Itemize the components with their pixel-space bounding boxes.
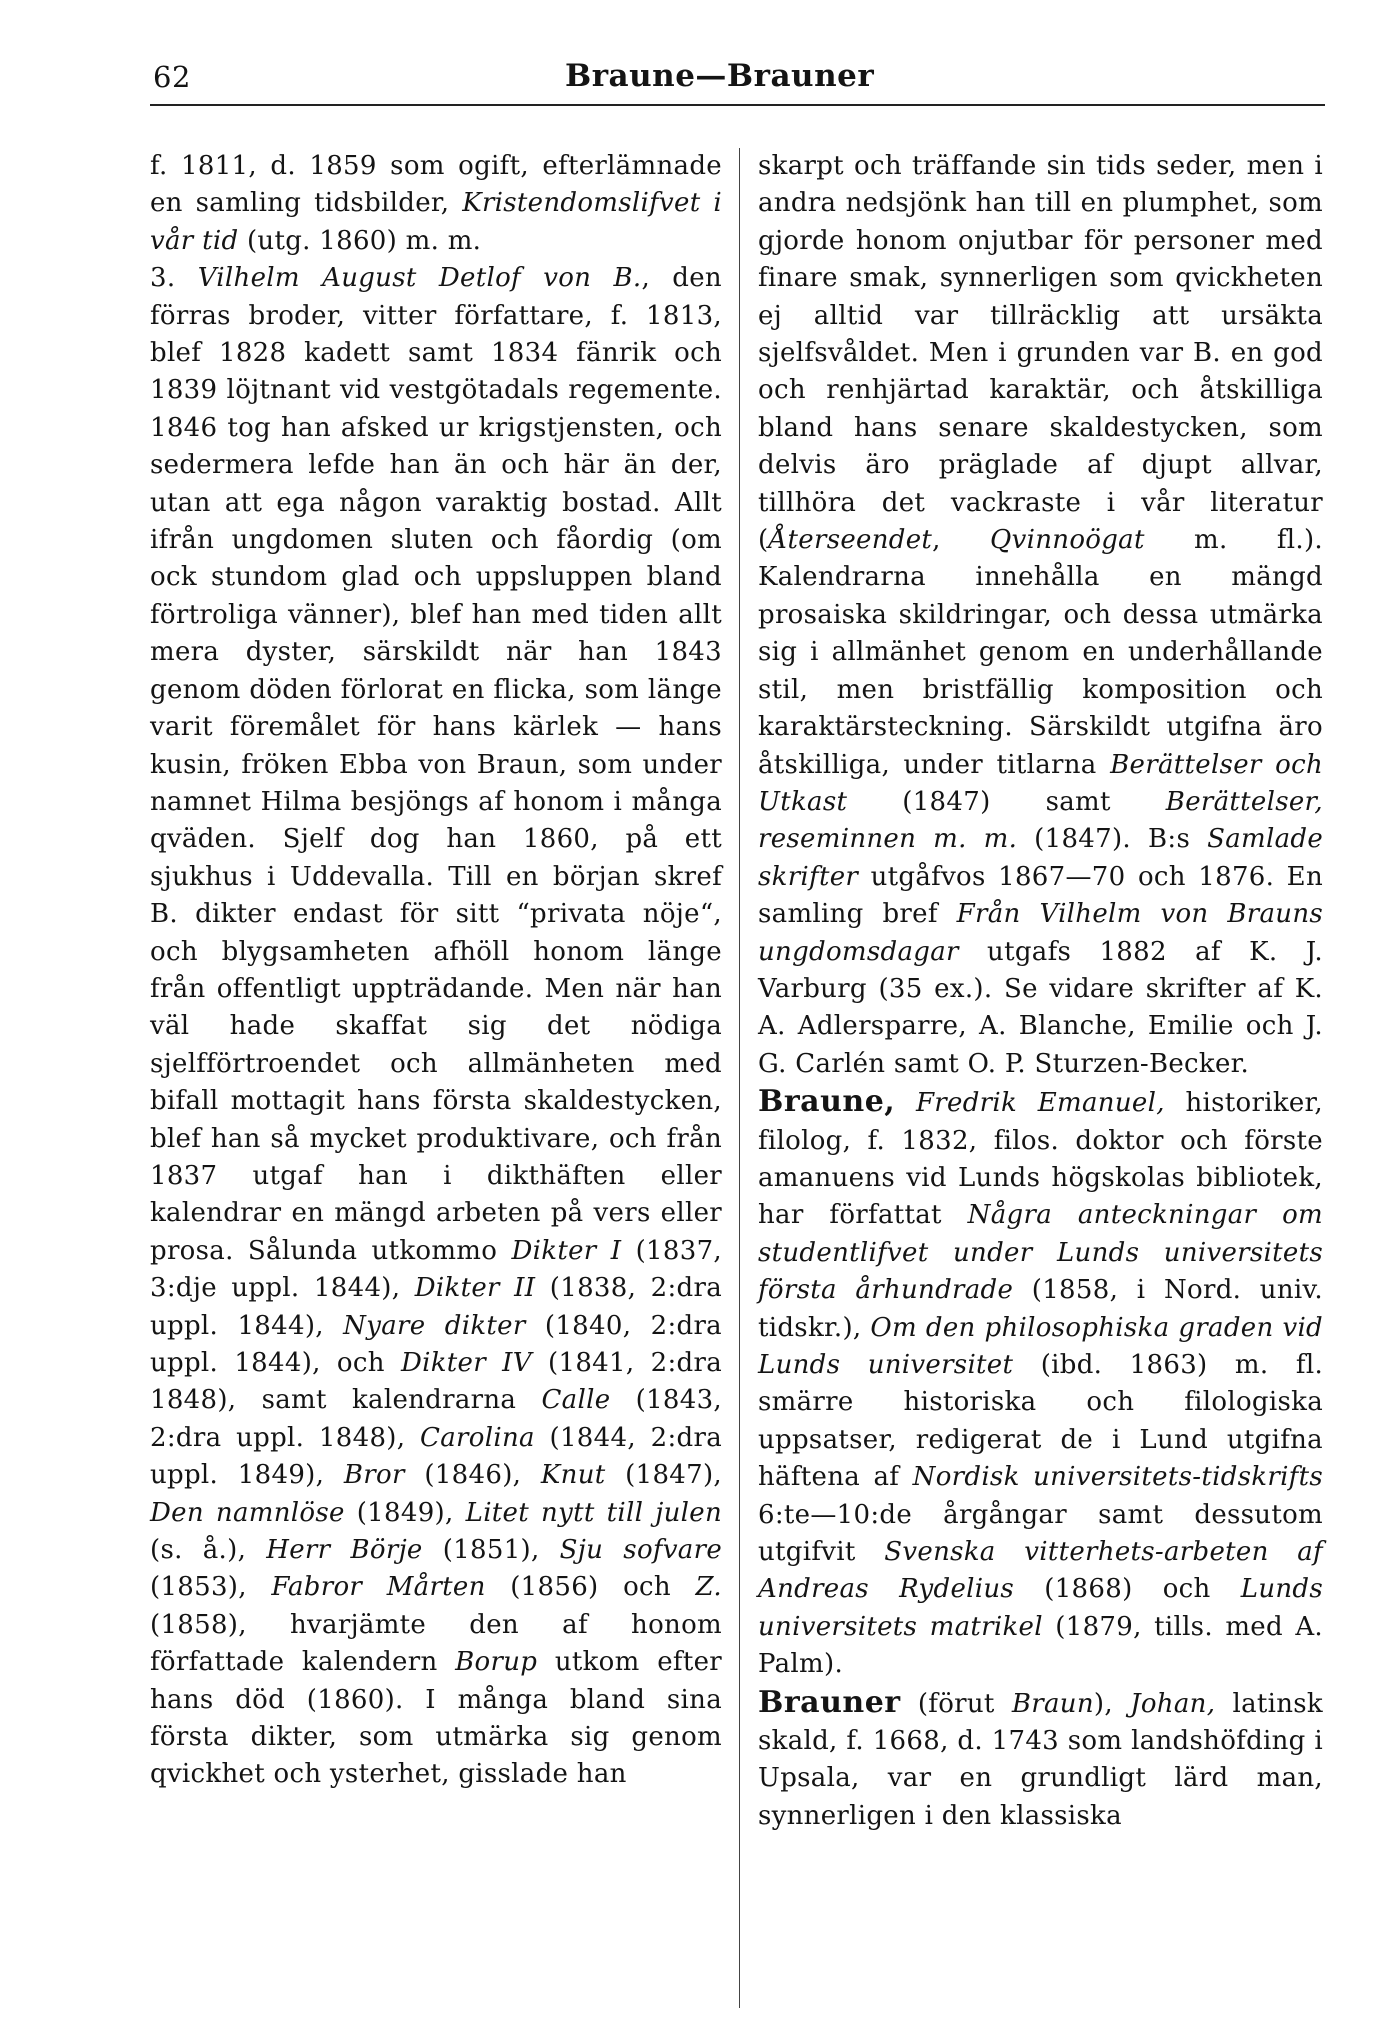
work-title: Kristendomslifvet i vår tid — [150, 188, 722, 256]
work-title: Knut — [540, 1460, 606, 1491]
entry-continuation — [150, 148, 722, 260]
text: (1856) och — [485, 1572, 696, 1603]
text: (1858), hvarjämte den af honom författade kalendern — [150, 1609, 722, 1678]
text: (1879, tills. med A. Palm). — [758, 1611, 1323, 1680]
text: (s. å.), — [150, 1535, 267, 1566]
work-title: Fabror Mårten — [271, 1572, 486, 1603]
entry-brauner — [758, 1684, 1323, 1836]
text: (1847), — [605, 1460, 722, 1491]
text: utgafs 1882 af K. J. Varburg (35 ex.). Se vidare skrifter af K. A. Adlersparre, A. Blanche, Emilie och J. G. Carlén samt O. P. Sturzen-Becker. — [758, 936, 1323, 1079]
work-title: Återseendet — [768, 525, 933, 556]
work-title: Calle — [541, 1385, 611, 1416]
text: historiker, filolog, f. 1832, filos. doktor och förste amanuens vid Lunds högskolas bibliotek, har författat — [758, 1088, 1323, 1231]
text: , — [932, 525, 991, 556]
left-column — [150, 148, 722, 1794]
text: (1840, 2:dra uppl. 1844), och — [150, 1310, 722, 1378]
text: (1858, i Nord. univ. tidskr.), — [758, 1275, 1323, 1343]
text: (1853), — [150, 1572, 272, 1603]
work-title: Från Vilhelm von Brauns ungdomsdagar — [758, 899, 1324, 967]
text: skarpt och träffande sin tids seder, men i andra nedsjönk han till en plumphet, som gjorde honom onjutbar för personer med finare smak, synnerligen som qvickheten ej alltid var tillräcklig att ursäkta sjelfsvåldet. Men i grunden var B. en god och renhjärtad karaktär, och åtskilliga bland hans senare skaldestycken, som delvis äro präglade af djupt allvar, tillhöra det vackraste i vår literatur ( — [758, 151, 1323, 556]
column-divider — [739, 148, 740, 2008]
text: (1843, 2:dra uppl. 1848), — [150, 1385, 722, 1453]
entry-continuation — [758, 148, 1323, 1083]
work-title: Nordisk universitets-tidskrifts — [912, 1462, 1324, 1493]
person-name: Fredrik Emanuel, — [915, 1088, 1165, 1119]
text: (1851), — [422, 1535, 560, 1566]
work-title: Den namnlöse — [150, 1497, 345, 1528]
text: (1838, 2:dra uppl. 1844), — [150, 1273, 722, 1341]
entry-vilhelm-august-detlof — [150, 260, 722, 1794]
work-title: Z. — [695, 1572, 722, 1603]
text: (utg. 1860) m. m. — [238, 225, 482, 256]
running-head: Braune—Brauner — [565, 58, 875, 94]
header-rule — [150, 104, 1325, 106]
person-name: Vilhelm August Detlof von B. — [197, 263, 642, 294]
text: (1847). B:s — [1017, 824, 1208, 855]
text: 6:te—10:de årgångar samt dessutom utgifvit — [758, 1499, 1323, 1568]
entry-braune — [758, 1083, 1323, 1684]
work-title: Dikter IV — [400, 1348, 532, 1378]
person-name: Johan, — [1130, 1688, 1216, 1719]
entry-headword: Braune, — [758, 1084, 896, 1120]
work-title: Dikter I — [511, 1235, 622, 1266]
text: ), — [1093, 1688, 1131, 1719]
right-column — [758, 148, 1323, 1835]
work-title: Litet nytt till julen — [465, 1497, 723, 1528]
text: (1868) och — [1014, 1574, 1241, 1605]
text: utkom efter hans död (1860). I många bland sina första dikter, som utmärka sig genom qvickhet och ysterhet, gisslade han — [150, 1647, 722, 1790]
text: utgåfvos 1867—70 och 1876. En samling bref — [758, 861, 1323, 930]
text: m. fl.). Kalendrarna innehålla en mängd prosaiska skildringar, och dessa utmärka sig i allmänhet genom en underhållande stil, men bristfällig komposition och karaktärsteckning. Särskildt utgifna äro åtskilliga, under titlarna — [758, 525, 1323, 780]
text: (förut — [900, 1688, 1012, 1719]
work-title: Berättelser och Utkast — [758, 749, 1324, 817]
text: f. 1811, d. 1859 som ogift, efterlämnade en samling tidsbilder, — [150, 151, 722, 219]
work-title: Qvinnoögat — [990, 525, 1145, 556]
text: 3. — [150, 263, 198, 294]
work-title: Svenska vitterhets-arbeten af Andreas Rydelius — [758, 1537, 1323, 1605]
text: (1841, 2:dra 1848), samt kalendrarna — [150, 1348, 722, 1416]
text: (1847) samt — [847, 786, 1166, 817]
entry-headword: Brauner — [758, 1684, 901, 1720]
work-title: Dikter II — [414, 1273, 536, 1304]
work-title: Herr Börje — [266, 1535, 423, 1566]
work-title: Några anteckningar om studentlifvet under Lunds universitets första århundrade — [758, 1200, 1323, 1306]
text: (ibd. 1863) m. fl. smärre historiska och filologiska uppsatser, redigerat de i Lund utgifna häftena af — [758, 1350, 1324, 1493]
text: (1837, 3:dje uppl. 1844), — [150, 1235, 722, 1304]
page-number: 62 — [153, 60, 191, 94]
work-title: Sju sofvare — [559, 1535, 723, 1566]
work-title: Lunds universitets matrikel — [758, 1574, 1324, 1642]
text: (1849), — [344, 1497, 466, 1528]
text: , den förras broder, vitter författare, f. 1813, blef 1828 kadett samt 1834 fänrik och 1839 löjtnant vid vestgötadals regemente. 1846 tog han afsked ur krigstjensten, och sedermera lefde han än och här än der, utan att ega någon varaktig bostad. Allt ifrån ungdomen sluten och fåordig (om ock stundom glad och uppsluppen bland förtroliga vänner), blef han med tiden allt mera dyster, särskildt när han 1843 genom döden förlorat en flicka, som länge varit föremålet för hans kärlek — hans kusin, fröken Ebba von Braun, som under namnet Hilma besjöngs af honom i många qväden. Sjelf dog han 1860, på ett sjukhus i Uddevalla. Till en början skref B. dikter endast för sitt “privata nöje“, och blygsamheten afhöll honom länge från offentligt uppträdande. Men när han väl hade skaffat sig det nödiga sjelfförtroendet och allmänheten med bifall mottagit hans första skaldestycken, blef han så mycket produktivare, och från 1837 utgaf han i dikthäften eller kalendrar en mängd arbeten på vers eller prosa. Sålunda utkommo — [150, 263, 722, 1266]
work-title: Borup — [455, 1647, 538, 1678]
work-title: Samlade skrifter — [758, 824, 1324, 892]
text: (1844, 2:dra uppl. 1849), — [150, 1422, 722, 1491]
person-name: Braun — [1011, 1688, 1094, 1719]
work-title: Berättelser, reseminnen m. m. — [758, 786, 1323, 855]
work-title: Om den philosophiska graden vid Lunds universitet — [758, 1312, 1324, 1380]
work-title: Carolina — [420, 1422, 535, 1453]
text: latinsk skald, f. 1668, d. 1743 som landshöfding i Upsala, var en grundligt lärd man, synnerligen i den klassiska — [758, 1688, 1323, 1831]
work-title: Bror — [343, 1460, 405, 1491]
work-title: Nyare dikter — [343, 1310, 526, 1341]
text: (1846), — [404, 1460, 541, 1491]
